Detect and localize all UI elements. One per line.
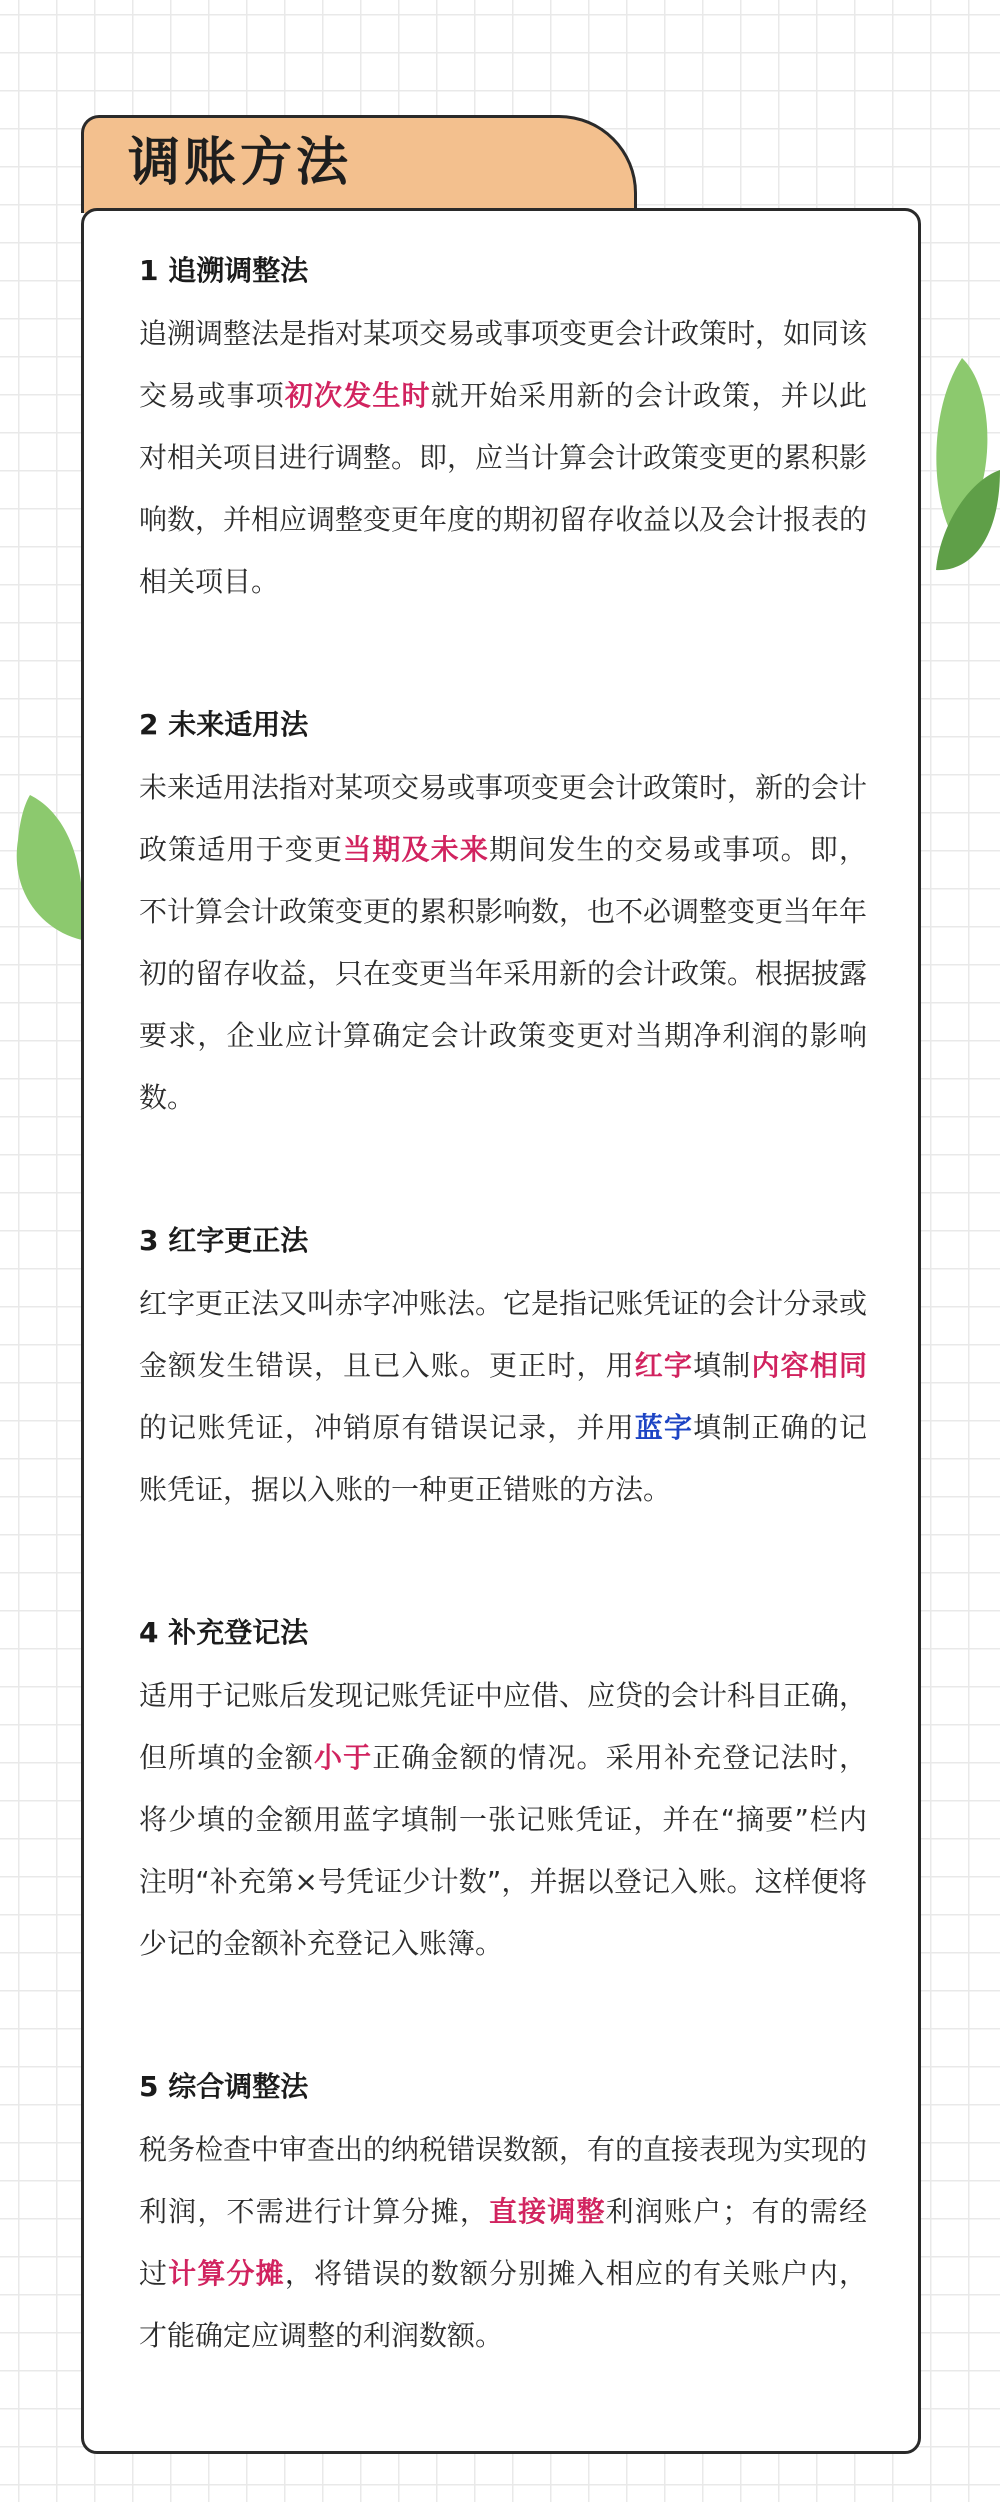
section-title: 4 补充登记法 xyxy=(139,1616,309,1649)
section-title: 3 红字更正法 xyxy=(139,1224,309,1257)
body-text: 适用于记账后发现记账凭证中应借、应贷的会计科目正确，但所填的金额 xyxy=(139,1679,868,1774)
section-paragraph xyxy=(139,303,867,613)
section-paragraph xyxy=(139,1273,867,1521)
highlight-text: 计算分摊 xyxy=(168,2257,285,2290)
section-paragraph xyxy=(139,1665,867,1975)
leaf-left-icon xyxy=(0,790,90,950)
section-4 xyxy=(139,1613,867,1975)
body-text: 期间发生的交易或事项。即，不计算会计政策变更的累积影响数，也不必调整变更当年年初的留存收益，只在变更当年采用新的会计政策。根据披露要求，企业应计算确定会计政策变更对当期净利润的影响数。 xyxy=(139,833,868,1114)
content-card xyxy=(81,208,921,2454)
body-text: 正确金额的情况。采用补充登记法时，将少填的金额用蓝字填制一张记账凭证，并在“摘要”栏内注明“补充第×号凭证少计数”，并据以登记入账。这样便将少记的金额补充登记入账簿。 xyxy=(139,1741,867,1960)
section-5 xyxy=(139,2067,867,2367)
body-text: 追溯调整法是指对某项交易或事项变更会计政策时，如同该交易或事项 xyxy=(139,317,868,412)
page-title: 调账方法 xyxy=(128,133,353,193)
highlight-text: 蓝字 xyxy=(634,1411,694,1444)
body-text: ，将错误的数额分别摊入相应的有关账户内，才能确定应调整的利润数额。 xyxy=(139,2257,867,2352)
body-text: 就开始采用新的会计政策，并以此对相关项目进行调整。即，应当计算会计政策变更的累积影响数，并相应调整变更年度的期初留存收益以及会计报表的相关项目。 xyxy=(139,379,868,598)
section-paragraph xyxy=(139,757,867,1129)
highlight-text: 直接调整 xyxy=(488,2195,606,2228)
highlight-text: 红字 xyxy=(634,1349,694,1382)
section-1 xyxy=(139,251,867,613)
section-paragraph xyxy=(139,2119,867,2367)
section-title: 5 综合调整法 xyxy=(139,2070,309,2103)
section-3 xyxy=(139,1221,867,1521)
body-text: 的记账凭证，冲销原有错误记录，并用 xyxy=(139,1411,635,1444)
header-tab xyxy=(81,115,637,213)
content-body xyxy=(139,251,867,2459)
body-text: 税务检查中审查出的纳税错误数额，有的直接表现为实现的利润，不需进行计算分摊， xyxy=(139,2133,868,2228)
highlight-text: 当期及未来 xyxy=(343,833,489,866)
body-text: 红字更正法又叫赤字冲账法。它是指记账凭证的会计分录或金额发生错误，且已入账。更正时，用 xyxy=(139,1287,868,1382)
section-title: 2 未来适用法 xyxy=(139,708,309,741)
body-text: 利润账户；有的需经过 xyxy=(139,2195,867,2290)
section-2 xyxy=(139,705,867,1129)
highlight-text: 小于 xyxy=(314,1741,373,1774)
body-text: 未来适用法指对某项交易或事项变更会计政策时，新的会计政策适用于变更 xyxy=(139,771,868,866)
section-title: 1 追溯调整法 xyxy=(139,254,309,287)
body-text: 填制正确的记账凭证，据以入账的一种更正错账的方法。 xyxy=(139,1411,867,1506)
highlight-text: 内容相同 xyxy=(751,1349,867,1382)
body-text: 填制 xyxy=(693,1349,752,1382)
highlight-text: 初次发生时 xyxy=(284,379,431,412)
